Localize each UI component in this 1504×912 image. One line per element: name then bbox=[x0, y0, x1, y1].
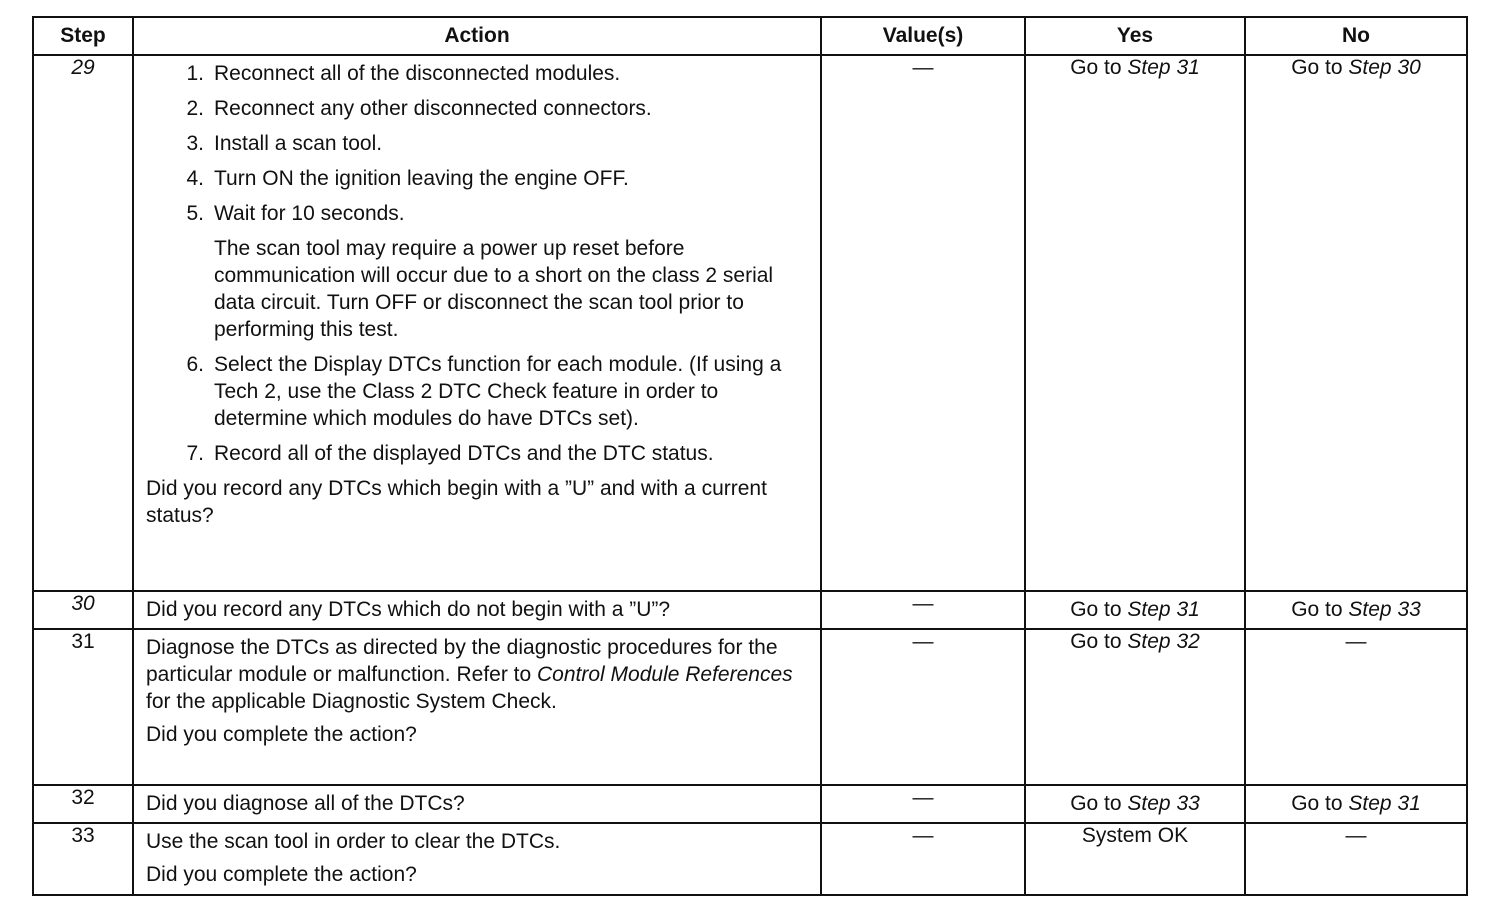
step-number: 33 bbox=[33, 823, 133, 895]
action-item: 4. Turn ON the ignition leaving the engine OFF. bbox=[186, 167, 629, 190]
action-note: The scan tool may require a power up reset before communication will occur due to a short on the class 2 serial data circuit. Turn OFF or disconnect the scan tool prior to performing this test. bbox=[214, 237, 774, 341]
header-values: Value(s) bbox=[821, 17, 1025, 55]
header-row bbox=[33, 17, 1467, 55]
table-row-step-33 bbox=[33, 823, 1467, 895]
header-no: No bbox=[1245, 17, 1467, 55]
values-cell: — bbox=[821, 591, 1025, 629]
action-cell bbox=[133, 629, 821, 785]
yes-cell: System OK bbox=[1025, 823, 1245, 895]
values-cell: — bbox=[821, 823, 1025, 895]
action-item: 6. Select the Display DTCs function for each module. (If using a Tech 2, use the Class 2 DTC Check feature in order to determine which modules do have DTCs set). bbox=[186, 353, 782, 430]
step-link: Step 32 bbox=[1127, 630, 1200, 653]
action-item: 5. Wait for 10 seconds. bbox=[186, 202, 405, 225]
table-row-step-29 bbox=[33, 55, 1467, 591]
values-cell: — bbox=[821, 55, 1025, 591]
yes-cell: Go to Step 31 bbox=[1025, 55, 1245, 591]
action-item: 2. Reconnect any other disconnected connectors. bbox=[186, 97, 652, 120]
step-link: Step 33 bbox=[1348, 598, 1421, 621]
no-cell: Go to Step 33 bbox=[1245, 591, 1467, 629]
action-question: Did you complete the action? bbox=[146, 863, 417, 886]
table-row-step-32 bbox=[33, 785, 1467, 823]
diagnostic-table bbox=[32, 16, 1468, 896]
yes-cell: Go to Step 33 bbox=[1025, 785, 1245, 823]
action-question: Did you record any DTCs which do not begin with a ”U”? bbox=[146, 598, 671, 621]
yes-cell: Go to Step 31 bbox=[1025, 591, 1245, 629]
step-link: Step 31 bbox=[1127, 56, 1200, 79]
step-number: 29 bbox=[33, 55, 133, 591]
action-question: Did you diagnose all of the DTCs? bbox=[146, 792, 465, 815]
header-action: Action bbox=[133, 17, 821, 55]
values-cell: — bbox=[821, 629, 1025, 785]
header-step: Step bbox=[33, 17, 133, 55]
values-cell: — bbox=[821, 785, 1025, 823]
no-cell: — bbox=[1245, 629, 1467, 785]
action-cell bbox=[133, 823, 821, 895]
action-item: 1. Reconnect all of the disconnected modules. bbox=[186, 62, 621, 85]
action-cell bbox=[133, 591, 821, 629]
step-link: Step 33 bbox=[1127, 792, 1200, 815]
step-link: Step 30 bbox=[1348, 56, 1421, 79]
action-item: 3. Install a scan tool. bbox=[186, 132, 383, 155]
no-cell: — bbox=[1245, 823, 1467, 895]
action-text: Use the scan tool in order to clear the DTCs. bbox=[146, 830, 561, 853]
step-link: Step 31 bbox=[1127, 598, 1200, 621]
action-cell bbox=[133, 55, 821, 591]
action-question: Did you complete the action? bbox=[146, 723, 417, 746]
step-number: 32 bbox=[33, 785, 133, 823]
table-row-step-31 bbox=[33, 629, 1467, 785]
table-row-step-30 bbox=[33, 591, 1467, 629]
action-cell bbox=[133, 785, 821, 823]
header-yes: Yes bbox=[1025, 17, 1245, 55]
step-number: 30 bbox=[33, 591, 133, 629]
no-cell: Go to Step 30 bbox=[1245, 55, 1467, 591]
no-cell: Go to Step 31 bbox=[1245, 785, 1467, 823]
action-text: Diagnose the DTCs as directed by the diagnostic procedures for the particular module or malfunction. Refer to Control Module References for the applicable Diagnostic System Check. bbox=[146, 636, 793, 713]
step-number: 31 bbox=[33, 629, 133, 785]
action-item: 7. Record all of the displayed DTCs and the DTC status. bbox=[186, 442, 714, 465]
yes-cell: Go to Step 32 bbox=[1025, 629, 1245, 785]
reference-link: Control Module References bbox=[537, 663, 793, 686]
action-question: Did you record any DTCs which begin with a ”U” and with a current status? bbox=[146, 477, 767, 527]
step-link: Step 31 bbox=[1348, 792, 1421, 815]
